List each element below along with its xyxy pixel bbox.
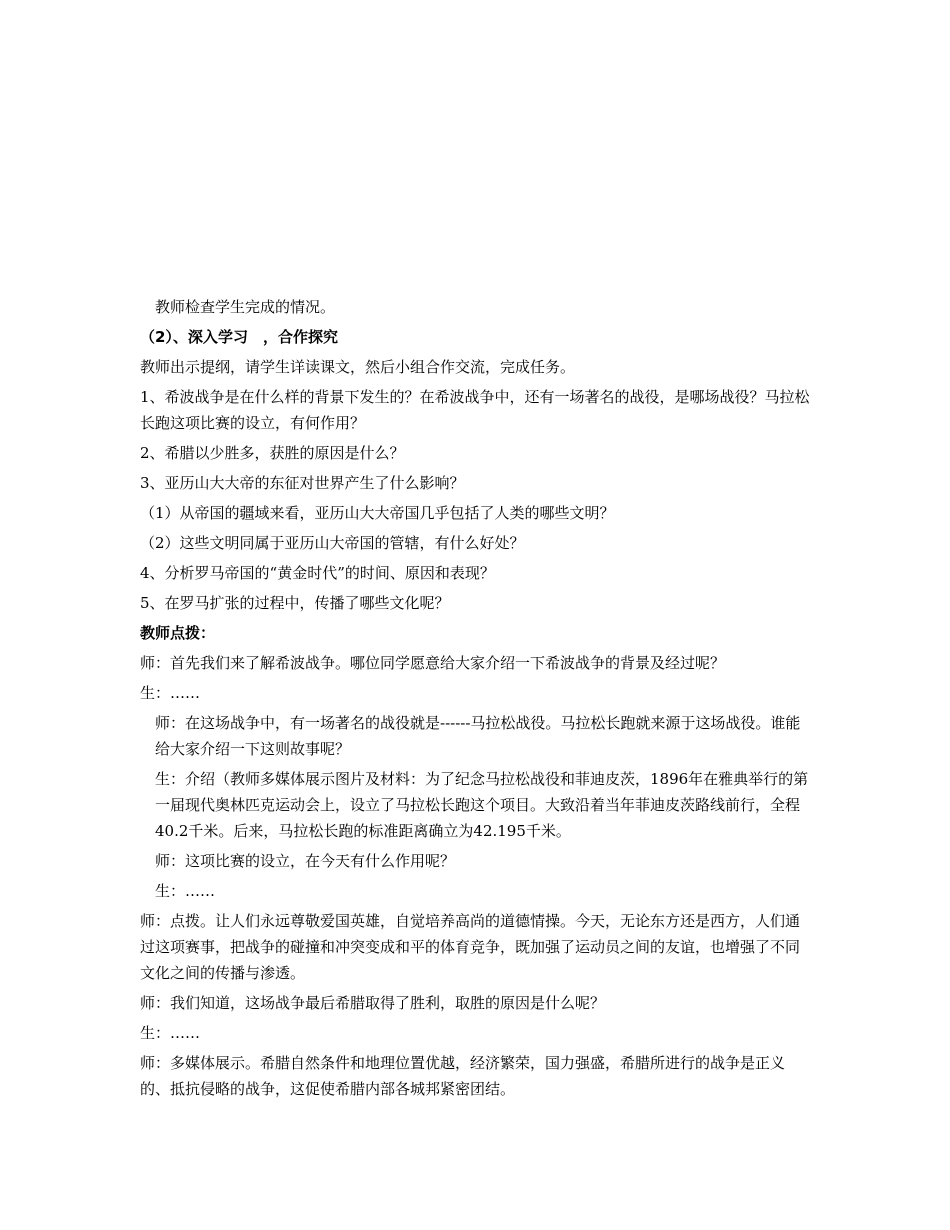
question-5: 5、在罗马扩张的过程中，传播了哪些文化呢？ <box>140 594 450 612</box>
dialogue-teacher-4: 师：点拨。让人们永远尊敬爱国英雄，自觉培养高尚的道德情操。今天，无论东方还是西方，人们通过这项赛事，把战争的碰撞和冲突变成和平的体育竞争，既加强了运动员之间的友谊，也增强了不同文化之间的传播与渗透。 <box>140 912 801 982</box>
dialogue-teacher-2: 师：在这场战争中，有一场著名的战役就是------马拉松战役。马拉松长跑就来源于这场战役。谁能给大家介绍一下这则故事呢？ <box>155 714 801 758</box>
dialogue-teacher-5: 师：我们知道，这场战争最后希腊取得了胜利，取胜的原因是什么呢？ <box>140 994 606 1012</box>
dialogue-teacher-3: 师：这项比赛的设立，在今天有什么作用呢？ <box>155 852 456 870</box>
dialogue-student-3: 生：…… <box>155 882 216 900</box>
question-1: 1、希波战争是在什么样的背景下发生的？在希波战争中，还有一场著名的战役，是哪场战役？马拉松长跑这项比赛的设立，有何作用？ <box>140 388 810 432</box>
question-3-sub-1: （1）从帝国的疆域来看，亚历山大大帝国几乎包括了人类的哪些文明？ <box>140 504 615 522</box>
dialogue-student-2: 生：介绍（教师多媒体展示图片及材料：为了纪念马拉松战役和菲迪皮茨，1896年在雅典举行的第一届现代奥林匹克运动会上，设立了马拉松长跑这个项目。大致沿着当年菲迪皮茨路线前行，全程40.2千米。后来，马拉松长跑的标准距离确立为42.195千米。 <box>155 770 809 840</box>
dialogue-teacher-6: 师：多媒体展示。希腊自然条件和地理位置优越，经济繁荣，国力强盛，希腊所进行的战争是正义的、抵抗侵略的战争，这促使希腊内部各城邦紧密团结。 <box>140 1054 786 1098</box>
section-heading-deep-learning: （2）、深入学习 ，合作探究 <box>140 328 338 346</box>
dialogue-teacher-1: 师：首先我们来了解希波战争。哪位同学愿意给大家介绍一下希波战争的背景及经过呢？ <box>140 654 726 672</box>
question-4: 4、分析罗马帝国的“黄金时代”的时间、原因和表现？ <box>140 564 495 582</box>
question-3-sub-2: （2）这些文明同属于亚历山大帝国的管辖，有什么好处？ <box>140 534 525 552</box>
question-3: 3、亚历山大大帝的东征对世界产生了什么影响？ <box>140 474 465 492</box>
paragraph-teacher-check: 教师检查学生完成的情况。 <box>155 298 336 316</box>
document-body <box>140 294 812 1102</box>
dialogue-student-1: 生：…… <box>140 684 201 702</box>
question-2: 2、希腊以少胜多，获胜的原因是什么？ <box>140 444 405 462</box>
section-heading-teacher-guidance: 教师点拨： <box>140 624 216 642</box>
dialogue-student-4: 生：…… <box>140 1024 201 1042</box>
paragraph-outline-intro: 教师出示提纲，请学生详读课文，然后小组合作交流，完成任务。 <box>140 358 576 376</box>
